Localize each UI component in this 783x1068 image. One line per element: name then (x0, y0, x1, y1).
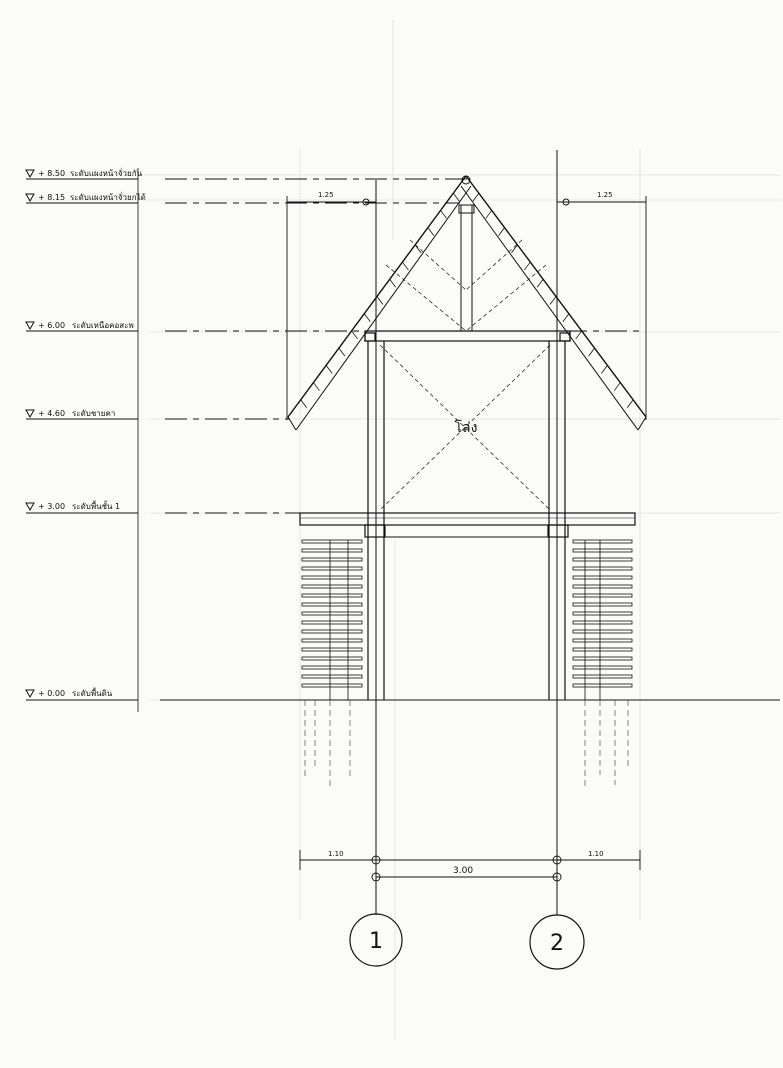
bottom-dimension-left: 1.10 (328, 850, 344, 858)
level-label: ระดับแผงหน้าจั่วยกได้ (70, 193, 146, 202)
truss-bracing (380, 240, 550, 510)
tie-beam (365, 331, 570, 341)
footing-lines (305, 700, 628, 790)
eave-dimension-left: 1.25 (318, 191, 334, 199)
level-value: + 0.00 (38, 689, 66, 698)
eave-dimension-right: 1.25 (597, 191, 613, 199)
king-post (459, 205, 474, 331)
level-label: ระดับชายคา (72, 409, 116, 418)
level-marker-850 (26, 167, 470, 179)
level-label: ระดับพื้นดิน (72, 689, 113, 698)
grid-bubble-2 (530, 915, 584, 969)
bottom-dimension-right: 1.10 (588, 850, 604, 858)
level-value: + 8.15 (38, 193, 66, 202)
level-label: ระดับพื้นชั้น 1 (72, 502, 121, 511)
level-label: ระดับเหนือคอสะพ (72, 321, 134, 330)
room-label: โล่ง (454, 420, 478, 436)
columns (368, 341, 565, 700)
level-marker-815 (26, 191, 460, 203)
level-markers (26, 167, 780, 712)
level-value: + 6.00 (38, 321, 66, 330)
level-value: + 3.00 (38, 502, 66, 511)
floor-slab (300, 513, 635, 537)
louver-slats (302, 540, 632, 700)
level-value: + 8.50 (38, 169, 66, 178)
grid-axis-lines (376, 150, 557, 915)
roof-tiles (301, 193, 633, 408)
level-marker-300 (26, 500, 300, 513)
level-value: + 4.60 (38, 409, 66, 418)
eave-dimensions (287, 196, 646, 420)
level-marker-600 (26, 321, 640, 331)
grid-label: 2 (550, 931, 564, 956)
bottom-dimension-center: 3.00 (453, 866, 474, 876)
roof (288, 176, 646, 430)
grid-bubble-1 (350, 914, 402, 966)
level-marker-460 (26, 409, 290, 419)
grid-label: 1 (369, 929, 383, 954)
level-label: ระดับแผงหน้าจั่วยกัน (70, 169, 143, 178)
level-marker-000 (26, 687, 780, 700)
